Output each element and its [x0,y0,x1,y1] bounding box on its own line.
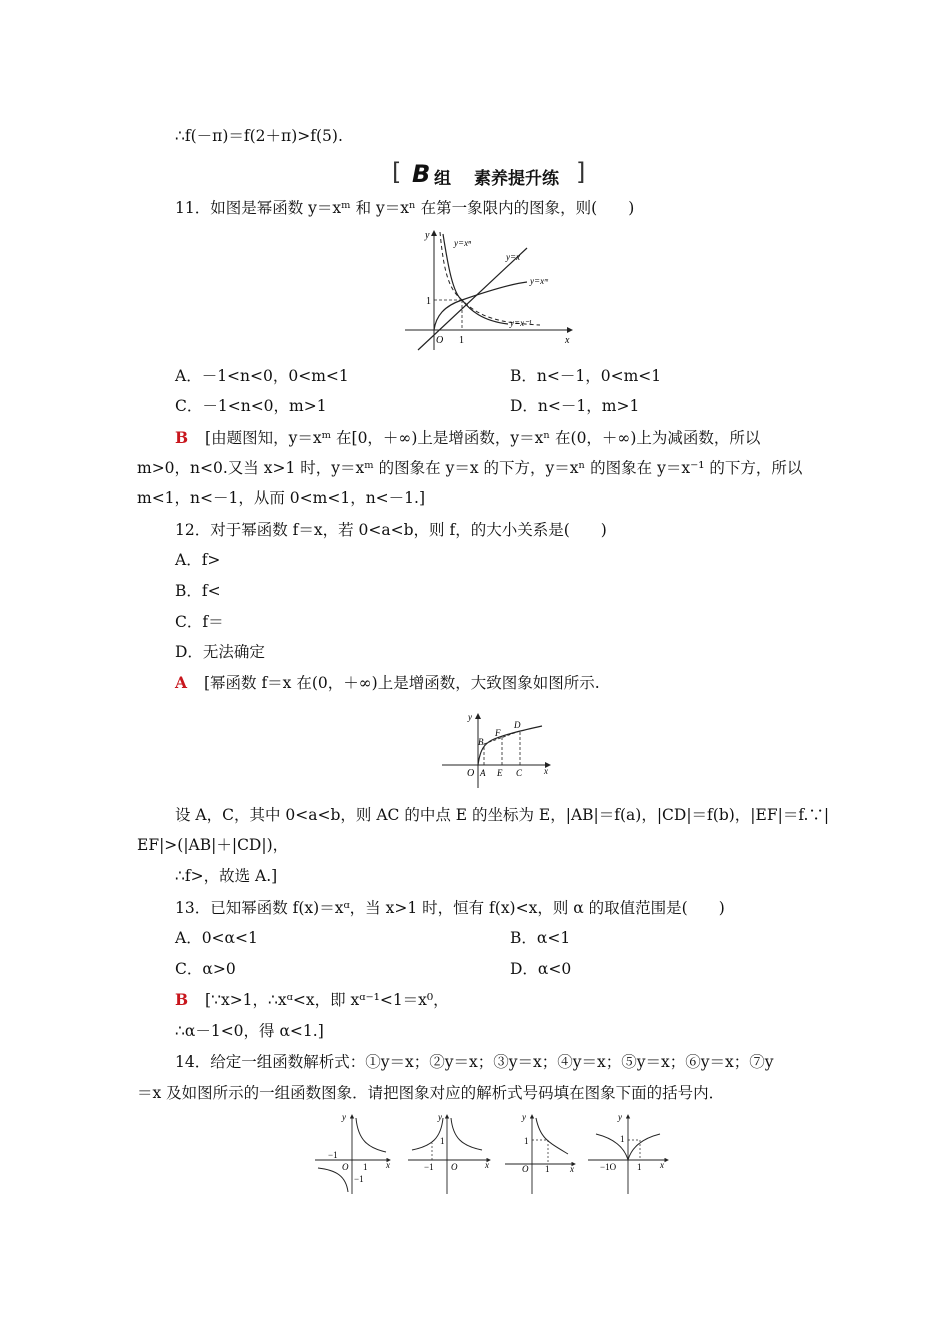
fig12-label-e: E [497,768,503,778]
fig11-label-x: y=x [506,252,521,262]
answer-11-text-c: m<1，n<－1，从而 0<m<1，n<－1.] [137,489,426,507]
fig11-tick-x1: 1 [459,335,464,346]
curve-2-right [451,1118,482,1150]
fig11-label-xinv: y=x⁻¹ [510,318,532,328]
answer-12-letter: A [175,673,188,692]
answer-11 [175,428,760,448]
answer-11-text-b: m>0，n<0.又当 x>1 时，y＝xᵐ 的图象在 y＝x 的下方，y＝xⁿ 的图象在 y＝x⁻¹ 的下方，所以 [137,459,803,477]
graph-14-3 [505,1112,575,1194]
answer-12-text: [幂函数 f＝x 在(0，＋∞)上是增函数，大致图象如图所示. [203,674,600,692]
g4-x: x [660,1160,664,1170]
option-12-c: C．f＝ [175,613,224,631]
option-11-b: B．n<－1，0<m<1 [510,367,662,385]
g4-one-y: 1 [620,1134,625,1144]
option-12-d: D．无法确定 [175,643,265,661]
fig12-x-label: x [544,766,548,776]
section-header [392,158,592,188]
option-11-c: C．－1<n<0，m>1 [175,397,327,415]
answer-13-text: [∵x>1，∴xᵅ<x，即 xᵅ⁻¹<1＝x⁰， [205,991,449,1009]
fig11-tick-y1: 1 [426,296,431,307]
g2-neg-one: −1 [424,1162,434,1172]
fig12-label-d: D [514,720,521,730]
question-14-a: 14．给定一组函数解析式：①y＝x；②y＝x；③y＝x；④y＝x；⑤y＝x；⑥y＝x；⑦y [175,1053,774,1071]
g3-y: y [522,1112,526,1122]
answer-12 [175,673,600,693]
question-11: 11．如图是幂函数 y＝xᵐ 和 y＝xⁿ 在第一象限内的图象，则( ) [175,199,635,217]
section-title: 素养提升练 [474,169,559,189]
curve-y-xn [443,234,508,324]
curve-3 [536,1118,568,1154]
option-13-a: A．0<α<1 [175,929,258,947]
option-12-b: B．f< [175,582,221,600]
explain-12-a: 设 A，C，其中 0<a<b，则 AC 的中点 E 的坐标为 E，|AB|＝f(a)，|CD|＝f(b)，|EF|＝f.∵| [175,806,830,824]
explain-13: ∴α－1<0，得 α<1.] [175,1022,324,1040]
graph-14-1 [315,1112,390,1194]
g1-y: y [342,1112,346,1122]
g3-x: x [570,1164,574,1174]
g2-y: y [438,1112,442,1122]
curve-4-right [628,1134,660,1160]
curve-power [478,726,542,765]
option-13-b: B．α<1 [510,929,571,947]
graph-14-4 [588,1112,668,1194]
g1-neg-one-y: −1 [354,1174,364,1184]
question-13: 13．已知幂函数 f(x)＝xᵅ，当 x>1 时，恒有 f(x)<x，则 α 的取值范围是( ) [175,899,725,917]
figure-q12 [440,710,555,792]
fig12-label-b: B [478,737,484,747]
g1-x: x [386,1160,390,1170]
g4-y: y [618,1112,622,1122]
fig12-label-c: C [516,768,523,778]
curve-1-right [356,1118,386,1152]
option-13-c: C．α>0 [175,960,236,978]
fig11-x-label: x [565,335,570,346]
g1-neg-one: −1 [328,1150,338,1160]
answer-11-letter: B [175,428,189,447]
explain-12-b: EF|>(|AB|＋|CD|)， [137,836,289,854]
fig11-label-xm: y=xᵐ [530,276,548,286]
answer-13 [175,990,449,1010]
figure-q14 [310,1110,670,1198]
answer-13-letter: B [175,990,189,1009]
g1-one: 1 [363,1162,368,1172]
fig12-label-f: F [495,728,501,738]
fig12-origin: O [467,768,475,779]
fig12-label-a: A [480,768,486,778]
g2-o: O [451,1162,458,1172]
g4-neg-one-origin: −1O [600,1162,617,1172]
section-badge: B [412,160,431,188]
curve-2-left [412,1118,443,1150]
option-13-d: D．α<0 [510,960,572,978]
fig11-label-xn: y=xⁿ [454,238,471,248]
g3-one: 1 [545,1164,550,1174]
g1-o: O [342,1162,349,1172]
option-11-d: D．n<－1，m>1 [510,397,640,415]
g2-x: x [485,1160,489,1170]
explain-12-c: ∴f>，故选 A.] [175,867,278,885]
question-14-b: ＝x 及如图所示的一组函数图象．请把图象对应的解析式号码填在图象下面的括号内． [137,1084,725,1102]
fig12-y-label: y [468,712,472,722]
graph-14-2 [408,1112,490,1194]
answer-11-text-a: [由题图知，y＝xᵐ 在[0，＋∞)上是增函数，y＝xⁿ 在(0，＋∞)上为减函数，所以 [205,429,761,447]
question-12: 12．对于幂函数 f＝x，若 0<a<b，则 f，的大小关系是( ) [175,521,607,539]
section-group: 组 [434,169,451,189]
fig11-y-label: y [425,230,430,241]
g3-one-y: 1 [524,1136,529,1146]
option-12-a: A．f> [175,551,221,569]
g4-one: 1 [637,1162,642,1172]
figure-q11 [400,226,580,354]
fig11-origin: O [436,335,444,346]
section-open-bracket: [ [392,158,402,186]
section-close-bracket: ] [576,158,586,186]
option-11-a: A．－1<n<0，0<m<1 [175,367,349,385]
line-q10-conclusion: ∴f(－π)＝f(2＋π)>f(5). [175,127,343,145]
g2-one: 1 [440,1136,445,1146]
g3-o: O [522,1164,529,1174]
